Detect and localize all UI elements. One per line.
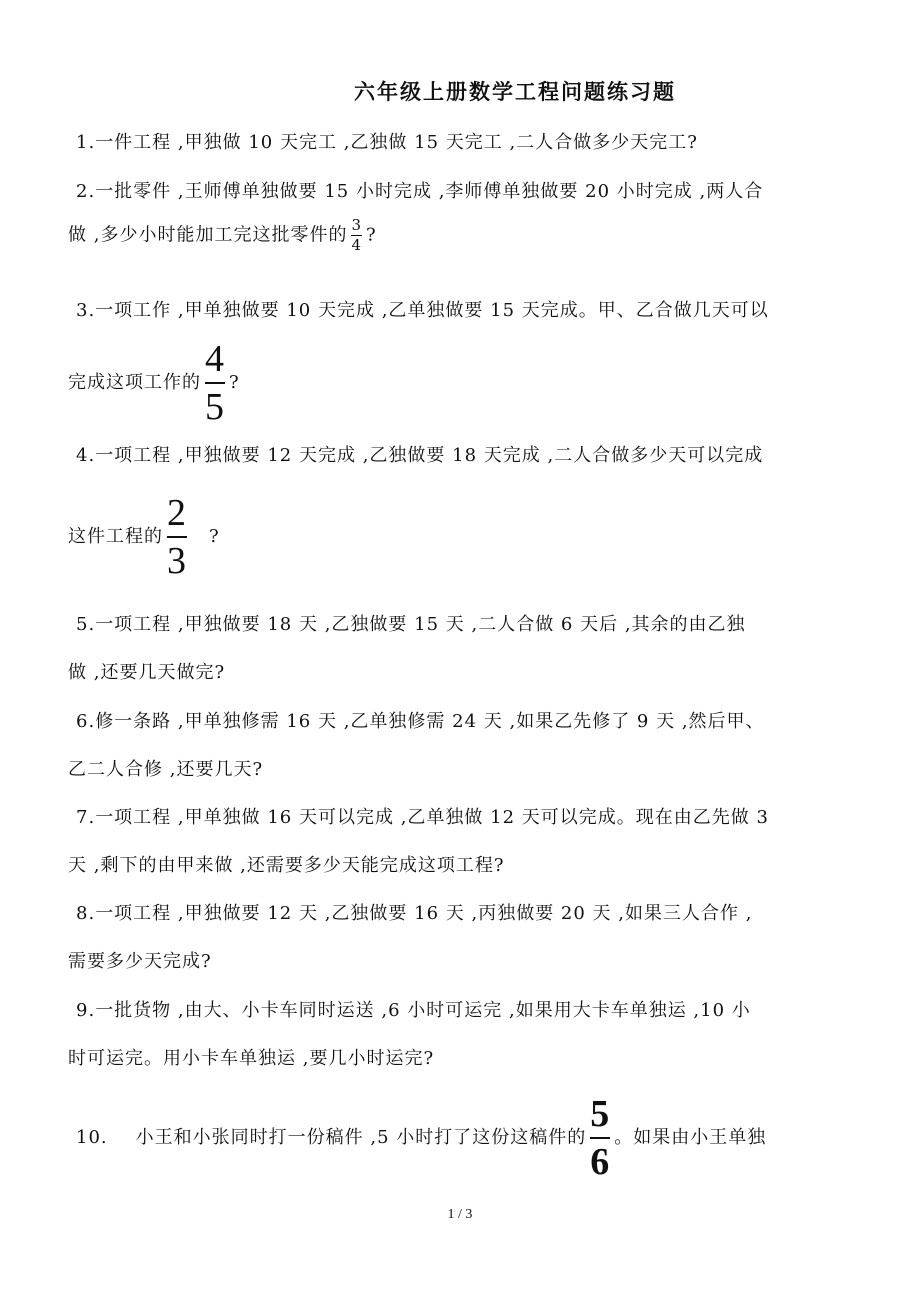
problem-7-continuation — [68, 851, 505, 877]
problem-text: 修一条路 ,甲单独修需 16 天 ,乙单独修需 24 天 ,如果乙先修了 9 天 ,然后甲、 — [95, 711, 765, 732]
fraction-denominator: 6 — [590, 1141, 611, 1183]
problem-10 — [76, 1095, 766, 1181]
fraction-numerator: 5 — [590, 1093, 611, 1135]
problem-number: 2. — [76, 181, 96, 202]
problem-text: 时可运完。用小卡车单独运 ,要几小时运完? — [68, 1048, 435, 1069]
fraction — [590, 1095, 610, 1181]
fraction-bar — [590, 1137, 610, 1139]
problem-text: 做 ,还要几天做完? — [68, 662, 226, 683]
problem-number: 9. — [76, 1000, 96, 1021]
problem-3 — [76, 296, 769, 322]
problem-number: 10. — [76, 1127, 108, 1148]
question-mark: ? — [366, 224, 377, 246]
fraction-numerator: 3 — [351, 216, 362, 234]
problem-text: 一件工程 ,甲独做 10 天完工 ,乙独做 15 天完工 ,二人合做多少天完工? — [95, 132, 698, 153]
fraction-numerator: 4 — [205, 338, 225, 380]
problem-5-continuation — [68, 658, 225, 684]
fraction-numerator: 2 — [167, 492, 187, 534]
page-indicator: 1 / 3 — [447, 1207, 473, 1222]
problem-text: 天 ,剩下的由甲来做 ,还需要多少天能完成这项工程? — [68, 855, 505, 876]
problem-7 — [76, 803, 769, 829]
question-mark: ? — [209, 526, 220, 547]
problem-5 — [76, 610, 746, 636]
problem-number: 1. — [76, 132, 96, 153]
problem-text: 一项工程 ,甲单独做 16 天可以完成 ,乙单独做 12 天可以完成。现在由乙先做 3 — [95, 807, 769, 828]
problem-6 — [76, 707, 765, 733]
problem-4-continuation — [68, 494, 220, 580]
fraction-denominator: 5 — [205, 386, 225, 428]
problem-text: 一项工程 ,甲独做要 18 天 ,乙独做要 15 天 ,二人合做 6 天后 ,其余的由乙独 — [95, 614, 746, 635]
problem-text: 做 ,多少小时能加工完这批零件的 — [68, 224, 348, 246]
problem-number: 8. — [76, 903, 96, 924]
problem-text: 一批货物 ,由大、小卡车同时运送 ,6 小时可运完 ,如果用大卡车单独运 ,10 小 — [95, 1000, 751, 1021]
problem-1 — [76, 128, 698, 154]
page-title: 六年级上册数学工程问题练习题 — [354, 79, 676, 104]
problem-text: 需要多少天完成? — [68, 951, 212, 972]
question-mark: ? — [229, 372, 240, 393]
problem-3-continuation — [68, 340, 240, 426]
problem-number: 3. — [76, 300, 96, 321]
problem-9-continuation — [68, 1044, 434, 1070]
fraction-bar — [205, 382, 225, 384]
problem-text: 这件工程的 — [68, 526, 163, 547]
fraction-bar — [167, 536, 187, 538]
problem-text: 完成这项工作的 — [68, 372, 201, 393]
problem-text: 一项工程 ,甲独做要 12 天 ,乙独做要 16 天 ,丙独做要 20 天 ,如果三人合作 , — [95, 903, 753, 924]
problem-text: 一批零件 ,王师傅单独做要 15 小时完成 ,李师傅单独做要 20 小时完成 ,两人合 — [95, 181, 764, 202]
fraction — [351, 218, 362, 253]
problem-number: 5. — [76, 614, 96, 635]
problem-text: 小王和小张同时打一份稿件 ,5 小时打了这份这稿件的 — [135, 1127, 587, 1148]
problem-text: 乙二人合修 ,还要几天? — [68, 759, 264, 780]
problem-number: 4. — [76, 445, 96, 466]
problem-text: 一项工作 ,甲单独做要 10 天完成 ,乙单独做要 15 天完成。甲、乙合做几天可以 — [95, 300, 769, 321]
problem-number: 6. — [76, 711, 96, 732]
problem-text: 一项工程 ,甲独做要 12 天完成 ,乙独做要 18 天完成 ,二人合做多少天可以完成 — [95, 445, 764, 466]
problem-number: 7. — [76, 807, 96, 828]
problem-6-continuation — [68, 755, 263, 781]
problem-text: 。如果由小王单独 — [614, 1127, 767, 1148]
problem-2 — [76, 177, 763, 203]
problem-4 — [76, 441, 763, 467]
fraction — [167, 494, 187, 580]
problem-8-continuation — [68, 947, 212, 973]
problem-8 — [76, 899, 752, 925]
problem-9 — [76, 996, 751, 1022]
fraction-denominator: 4 — [351, 236, 362, 254]
fraction — [205, 340, 225, 426]
fraction-denominator: 3 — [167, 540, 187, 582]
problem-2-continuation — [68, 218, 377, 253]
